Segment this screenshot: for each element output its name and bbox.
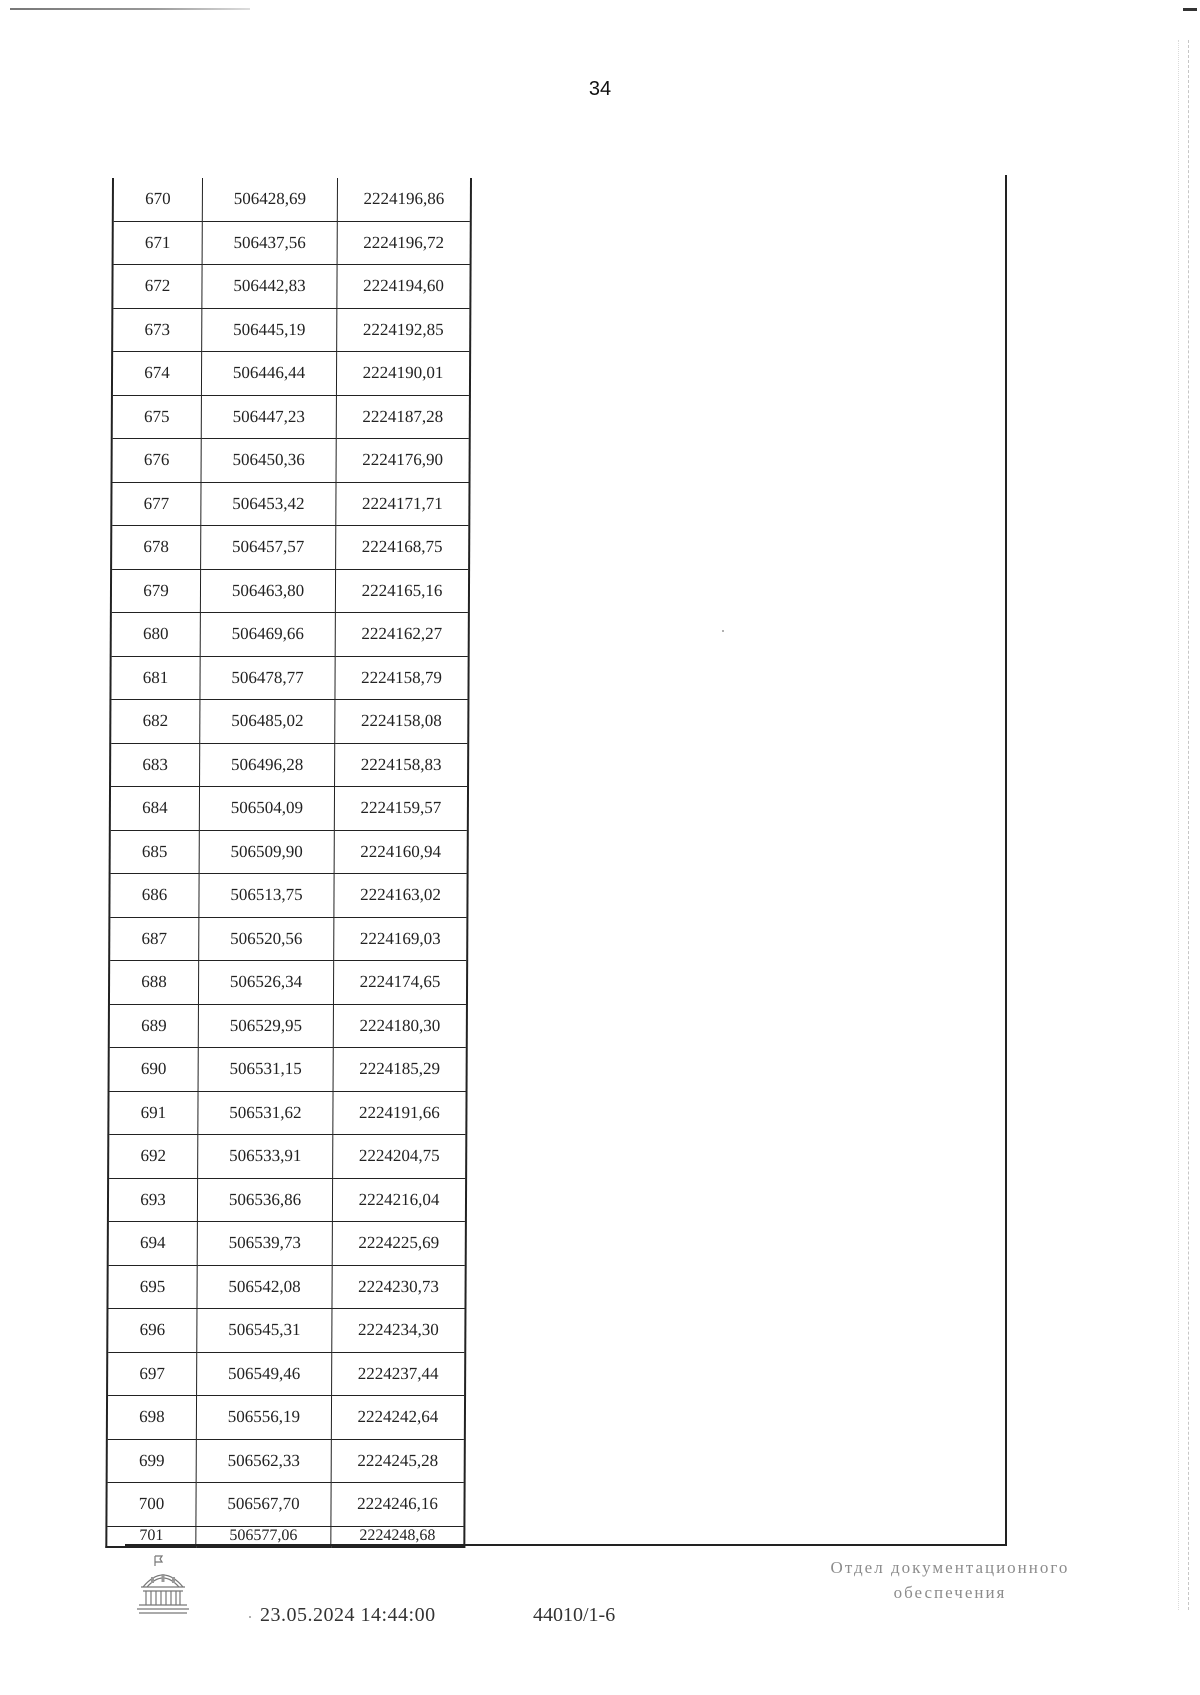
table-row [110,700,468,744]
point-number-cell: 695 [107,1265,197,1309]
y-coordinate-cell: 2224248,68 [331,1526,465,1547]
y-coordinate-cell: 2224204,75 [333,1135,467,1179]
point-number-cell: 697 [107,1352,197,1396]
y-coordinate-cell: 2224234,30 [332,1309,466,1353]
y-coordinate-cell: 2224196,72 [337,221,471,265]
y-coordinate-cell: 2224158,08 [335,700,469,744]
y-coordinate-cell: 2224168,75 [336,526,470,570]
frame-bottom-border [125,1544,1007,1546]
scan-speck [249,1616,251,1618]
point-number-cell: 696 [107,1309,197,1353]
table-row [109,917,467,961]
point-number-cell: 673 [112,308,202,352]
point-number-cell: 701 [106,1526,196,1547]
table-row [107,1439,465,1483]
table-row [112,439,470,483]
point-number-cell: 687 [109,917,199,961]
y-coordinate-cell: 2224192,85 [337,308,471,352]
table-row [111,526,469,570]
x-coordinate-cell: 506549,46 [197,1352,332,1396]
table-row [111,569,469,613]
table-row [107,1352,465,1396]
y-coordinate-cell: 2224230,73 [332,1265,466,1309]
x-coordinate-cell: 506450,36 [201,439,336,483]
y-coordinate-cell: 2224194,60 [337,265,471,309]
point-number-cell: 699 [107,1439,197,1483]
x-coordinate-cell: 506445,19 [202,308,337,352]
y-coordinate-cell: 2224169,03 [334,917,468,961]
y-coordinate-cell: 2224216,04 [332,1178,466,1222]
x-coordinate-cell: 506485,02 [200,700,335,744]
point-number-cell: 685 [110,830,200,874]
y-coordinate-cell: 2224174,65 [333,961,467,1005]
x-coordinate-cell: 506556,19 [196,1396,331,1440]
point-number-cell: 674 [112,352,202,396]
table-row [109,1048,467,1092]
registration-datetime: 23.05.2024 14:44:00 [260,1604,436,1626]
department-name-line1: Отдел документационного [830,1558,1070,1577]
point-number-cell: 691 [108,1091,198,1135]
x-coordinate-cell: 506562,33 [196,1439,331,1483]
point-number-cell: 694 [108,1222,198,1266]
table-row [108,1222,466,1266]
y-coordinate-cell: 2224158,79 [335,656,469,700]
y-coordinate-cell: 2224190,01 [336,352,470,396]
y-coordinate-cell: 2224162,27 [335,613,469,657]
x-coordinate-cell: 506496,28 [200,743,335,787]
point-number-cell: 671 [113,221,203,265]
table-row [112,395,470,439]
x-coordinate-cell: 506577,06 [196,1526,331,1547]
building-emblem-icon [133,1553,193,1619]
table-row [113,178,471,221]
x-coordinate-cell: 506446,44 [201,352,336,396]
coordinates-table [105,178,472,1548]
table-row [110,830,468,874]
table-row [109,1004,467,1048]
point-number-cell: 693 [108,1178,198,1222]
y-coordinate-cell: 2224246,16 [331,1483,465,1527]
scan-artifact-line [10,8,250,10]
y-coordinate-cell: 2224165,16 [335,569,469,613]
y-coordinate-cell: 2224185,29 [333,1048,467,1092]
x-coordinate-cell: 506529,95 [198,1004,333,1048]
point-number-cell: 680 [111,613,201,657]
point-number-cell: 686 [109,874,199,918]
table-row [109,874,467,918]
binding-edge-strip-inner [1178,40,1181,1610]
x-coordinate-cell: 506539,73 [197,1222,332,1266]
y-coordinate-cell: 2224225,69 [332,1222,466,1266]
x-coordinate-cell: 506526,34 [198,961,333,1005]
y-coordinate-cell: 2224171,71 [336,482,470,526]
table-row [107,1309,465,1353]
y-coordinate-cell: 2224163,02 [334,874,468,918]
y-coordinate-cell: 2224180,30 [333,1004,467,1048]
point-number-cell: 684 [110,787,200,831]
table-row [113,221,471,265]
point-number-cell: 698 [107,1396,197,1440]
x-coordinate-cell: 506447,23 [201,395,336,439]
table-row [109,961,467,1005]
point-number-cell: 682 [110,700,200,744]
table-row [111,482,469,526]
binding-edge-strip [1188,40,1195,1610]
x-coordinate-cell: 506509,90 [199,830,334,874]
point-number-cell: 678 [111,526,201,570]
table-row [110,743,468,787]
x-coordinate-cell: 506442,83 [202,265,337,309]
y-coordinate-cell: 2224176,90 [336,439,470,483]
y-coordinate-cell: 2224160,94 [334,830,468,874]
x-coordinate-cell: 506536,86 [197,1178,332,1222]
x-coordinate-cell: 506531,15 [198,1048,333,1092]
point-number-cell: 700 [106,1483,196,1527]
department-name-line2: обеспечения [893,1583,1007,1602]
table-row [111,613,469,657]
table-row [108,1091,466,1135]
y-coordinate-cell: 2224191,66 [333,1091,467,1135]
x-coordinate-cell: 506453,42 [201,482,336,526]
table-row [107,1265,465,1309]
x-coordinate-cell: 506545,31 [197,1309,332,1353]
point-number-cell: 681 [110,656,200,700]
table-row [110,787,468,831]
frame-right-border [1005,175,1007,1545]
x-coordinate-cell: 506513,75 [199,874,334,918]
y-coordinate-cell: 2224237,44 [332,1352,466,1396]
y-coordinate-cell: 2224245,28 [331,1439,465,1483]
page-number: 34 [588,78,612,100]
x-coordinate-cell: 506504,09 [199,787,334,831]
point-number-cell: 679 [111,569,201,613]
point-number-cell: 672 [112,265,202,309]
table-row [106,1483,464,1527]
table-row [108,1135,466,1179]
x-coordinate-cell: 506531,62 [198,1091,333,1135]
x-coordinate-cell: 506567,70 [196,1483,331,1527]
point-number-cell: 675 [112,395,202,439]
point-number-cell: 689 [109,1004,199,1048]
point-number-cell: 683 [110,743,200,787]
x-coordinate-cell: 506542,08 [197,1265,332,1309]
table-row [112,308,470,352]
scan-speck [722,630,724,632]
x-coordinate-cell: 506463,80 [200,569,335,613]
x-coordinate-cell: 506469,66 [200,613,335,657]
registration-code: 44010/1-6 [533,1604,616,1626]
table-row [112,352,470,396]
x-coordinate-cell: 506533,91 [198,1135,333,1179]
table-row [110,656,468,700]
point-number-cell: 688 [109,961,199,1005]
point-number-cell: 670 [113,178,203,221]
y-coordinate-cell: 2224158,83 [335,743,469,787]
point-number-cell: 690 [109,1048,199,1092]
table-row [107,1396,465,1440]
y-coordinate-cell: 2224159,57 [334,787,468,831]
point-number-cell: 676 [112,439,202,483]
x-coordinate-cell: 506428,69 [202,178,337,221]
point-number-cell: 677 [111,482,201,526]
x-coordinate-cell: 506478,77 [200,656,335,700]
scan-corner-mark [1183,8,1197,11]
x-coordinate-cell: 506520,56 [199,917,334,961]
y-coordinate-cell: 2224187,28 [336,395,470,439]
table-row [112,265,470,309]
y-coordinate-cell: 2224242,64 [331,1396,465,1440]
table-row [108,1178,466,1222]
x-coordinate-cell: 506437,56 [202,221,337,265]
x-coordinate-cell: 506457,57 [201,526,336,570]
point-number-cell: 692 [108,1135,198,1179]
y-coordinate-cell: 2224196,86 [337,178,471,221]
